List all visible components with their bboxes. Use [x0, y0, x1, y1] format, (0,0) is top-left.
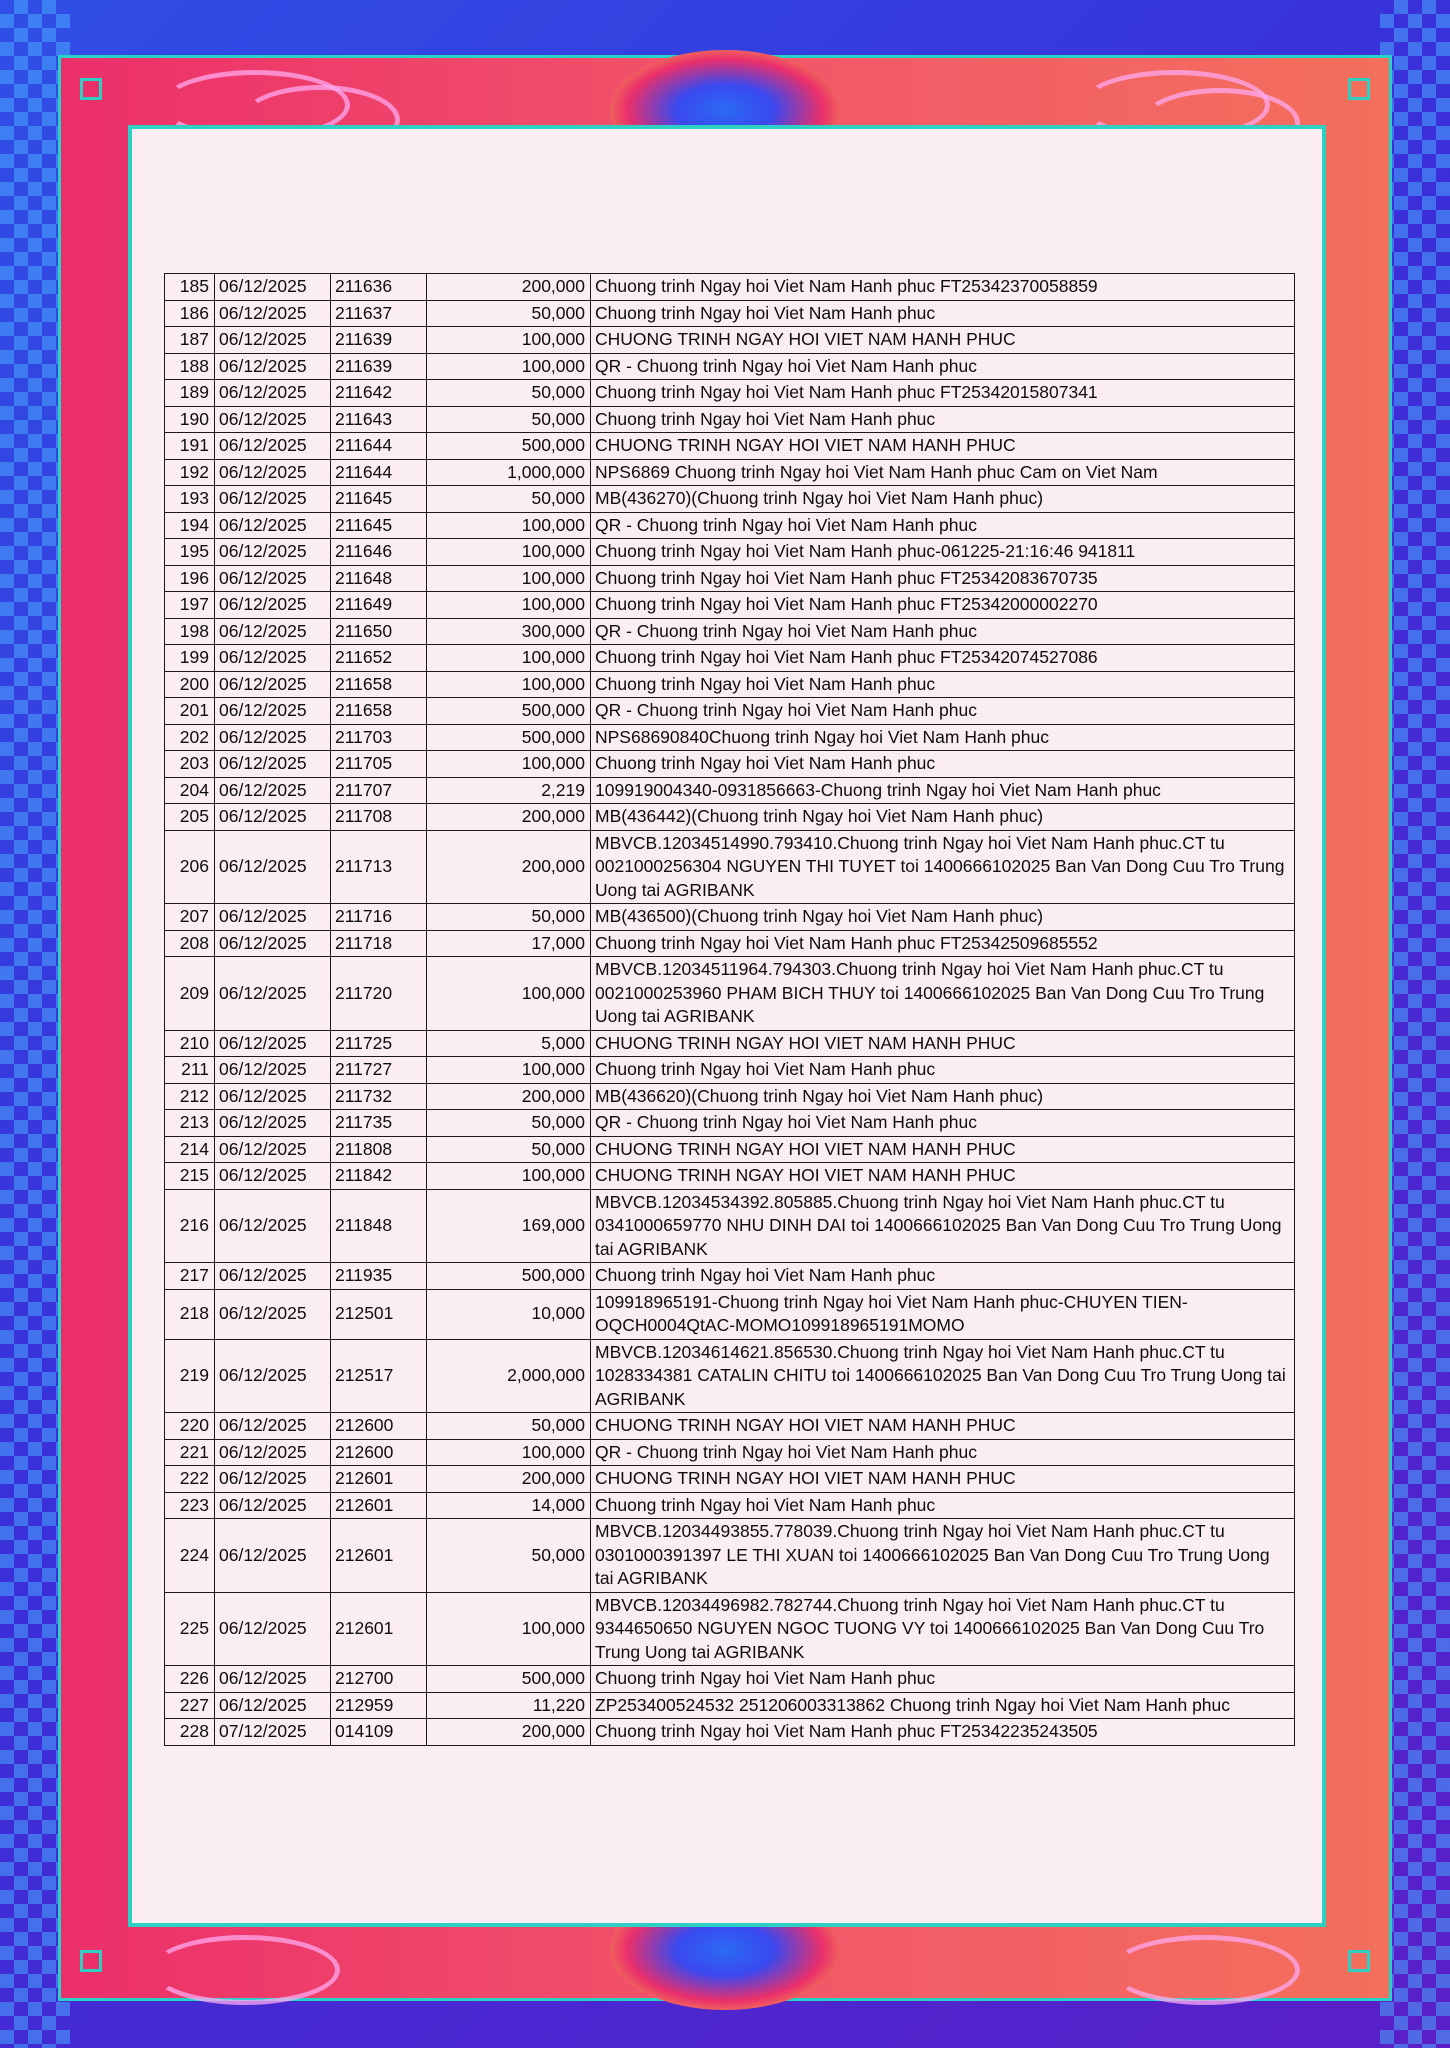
- transaction-code-cell: 212601: [331, 1592, 427, 1666]
- row-number-cell: 196: [165, 565, 215, 592]
- row-number-cell: 212: [165, 1083, 215, 1110]
- transaction-code-cell: 211644: [331, 433, 427, 460]
- table-row: [165, 327, 1295, 354]
- amount-cell: 50,000: [427, 1413, 591, 1440]
- transaction-code-cell: 211708: [331, 804, 427, 831]
- transaction-code-cell: 211649: [331, 592, 427, 619]
- row-number-cell: 209: [165, 957, 215, 1031]
- transaction-code-cell: 212601: [331, 1519, 427, 1593]
- row-number-cell: 190: [165, 406, 215, 433]
- description-cell: Chuong trinh Ngay hoi Viet Nam Hanh phuc: [591, 671, 1295, 698]
- date-cell: 06/12/2025: [215, 1666, 331, 1693]
- swirl-ornament: [1110, 1935, 1300, 2005]
- description-cell: MBVCB.12034534392.805885.Chuong trinh Ngay hoi Viet Nam Hanh phuc.CT tu 0341000659770 NHU DINH DAI toi 1400666102025 Ban Van Dong Cuu Tro Trung Uong tai AGRIBANK: [591, 1189, 1295, 1263]
- amount-cell: 500,000: [427, 1263, 591, 1290]
- row-number-cell: 202: [165, 724, 215, 751]
- transaction-code-cell: 211644: [331, 459, 427, 486]
- amount-cell: 17,000: [427, 930, 591, 957]
- description-cell: QR - Chuong trinh Ngay hoi Viet Nam Hanh phuc: [591, 512, 1295, 539]
- row-number-cell: 200: [165, 671, 215, 698]
- transaction-code-cell: 212501: [331, 1289, 427, 1339]
- date-cell: 06/12/2025: [215, 645, 331, 672]
- description-cell: Chuong trinh Ngay hoi Viet Nam Hanh phuc FT25342074527086: [591, 645, 1295, 672]
- amount-cell: 10,000: [427, 1289, 591, 1339]
- amount-cell: 200,000: [427, 1083, 591, 1110]
- transaction-code-cell: 211842: [331, 1163, 427, 1190]
- description-cell: MBVCB.12034493855.778039.Chuong trinh Ngay hoi Viet Nam Hanh phuc.CT tu 0301000391397 LE THI XUAN toi 1400666102025 Ban Van Dong Cuu Tro Trung Uong tai AGRIBANK: [591, 1519, 1295, 1593]
- description-cell: CHUONG TRINH NGAY HOI VIET NAM HANH PHUC: [591, 1136, 1295, 1163]
- amount-cell: 100,000: [427, 539, 591, 566]
- amount-cell: 1,000,000: [427, 459, 591, 486]
- description-cell: MB(436270)(Chuong trinh Ngay hoi Viet Nam Hanh phuc): [591, 486, 1295, 513]
- description-cell: Chuong trinh Ngay hoi Viet Nam Hanh phuc FT25342083670735: [591, 565, 1295, 592]
- table-row: [165, 565, 1295, 592]
- amount-cell: 100,000: [427, 957, 591, 1031]
- description-cell: QR - Chuong trinh Ngay hoi Viet Nam Hanh phuc: [591, 618, 1295, 645]
- description-cell: Chuong trinh Ngay hoi Viet Nam Hanh phuc: [591, 1263, 1295, 1290]
- table-row: [165, 406, 1295, 433]
- amount-cell: 100,000: [427, 1163, 591, 1190]
- row-number-cell: 215: [165, 1163, 215, 1190]
- row-number-cell: 195: [165, 539, 215, 566]
- amount-cell: 100,000: [427, 353, 591, 380]
- date-cell: 06/12/2025: [215, 904, 331, 931]
- row-number-cell: 222: [165, 1466, 215, 1493]
- transaction-code-cell: 211650: [331, 618, 427, 645]
- transaction-code-cell: 211808: [331, 1136, 427, 1163]
- swirl-ornament: [150, 1935, 340, 2005]
- date-cell: 06/12/2025: [215, 1592, 331, 1666]
- description-cell: CHUONG TRINH NGAY HOI VIET NAM HANH PHUC: [591, 433, 1295, 460]
- table-row: [165, 1439, 1295, 1466]
- amount-cell: 100,000: [427, 1592, 591, 1666]
- table-row: [165, 1136, 1295, 1163]
- transaction-code-cell: 211639: [331, 327, 427, 354]
- row-number-cell: 217: [165, 1263, 215, 1290]
- amount-cell: 50,000: [427, 486, 591, 513]
- table-row: [165, 274, 1295, 301]
- date-cell: 06/12/2025: [215, 618, 331, 645]
- table-row: [165, 1263, 1295, 1290]
- date-cell: 06/12/2025: [215, 459, 331, 486]
- transaction-code-cell: 211703: [331, 724, 427, 751]
- transaction-code-cell: 211848: [331, 1189, 427, 1263]
- date-cell: 06/12/2025: [215, 957, 331, 1031]
- amount-cell: 169,000: [427, 1189, 591, 1263]
- table-row: [165, 300, 1295, 327]
- description-cell: MBVCB.12034514990.793410.Chuong trinh Ngay hoi Viet Nam Hanh phuc.CT tu 0021000256304 NGUYEN THI TUYET toi 1400666102025 Ban Van Dong Cuu Tro Trung Uong tai AGRIBANK: [591, 830, 1295, 904]
- transaction-code-cell: 211645: [331, 486, 427, 513]
- description-cell: QR - Chuong trinh Ngay hoi Viet Nam Hanh phuc: [591, 353, 1295, 380]
- description-cell: CHUONG TRINH NGAY HOI VIET NAM HANH PHUC: [591, 1163, 1295, 1190]
- corner-ornament: [80, 78, 102, 100]
- description-cell: MB(436500)(Chuong trinh Ngay hoi Viet Nam Hanh phuc): [591, 904, 1295, 931]
- date-cell: 06/12/2025: [215, 327, 331, 354]
- table-row: [165, 1189, 1295, 1263]
- table-row: [165, 1719, 1295, 1746]
- description-cell: CHUONG TRINH NGAY HOI VIET NAM HANH PHUC: [591, 1030, 1295, 1057]
- table-row: [165, 645, 1295, 672]
- transaction-code-cell: 211718: [331, 930, 427, 957]
- corner-ornament: [1348, 78, 1370, 100]
- date-cell: 06/12/2025: [215, 1083, 331, 1110]
- table-row: [165, 751, 1295, 778]
- table-row: [165, 957, 1295, 1031]
- table-row: [165, 1289, 1295, 1339]
- table-row: [165, 1666, 1295, 1693]
- description-cell: Chuong trinh Ngay hoi Viet Nam Hanh phuc FT25342370058859: [591, 274, 1295, 301]
- description-cell: 109919004340-0931856663-Chuong trinh Ngay hoi Viet Nam Hanh phuc: [591, 777, 1295, 804]
- amount-cell: 100,000: [427, 512, 591, 539]
- amount-cell: 500,000: [427, 698, 591, 725]
- transaction-code-cell: 211658: [331, 698, 427, 725]
- row-number-cell: 220: [165, 1413, 215, 1440]
- row-number-cell: 193: [165, 486, 215, 513]
- table-row: [165, 930, 1295, 957]
- table-row: [165, 830, 1295, 904]
- date-cell: 06/12/2025: [215, 486, 331, 513]
- transaction-code-cell: 211720: [331, 957, 427, 1031]
- amount-cell: 50,000: [427, 1519, 591, 1593]
- row-number-cell: 210: [165, 1030, 215, 1057]
- date-cell: 06/12/2025: [215, 1110, 331, 1137]
- table-row: [165, 486, 1295, 513]
- description-cell: Chuong trinh Ngay hoi Viet Nam Hanh phuc: [591, 1057, 1295, 1084]
- table-row: [165, 353, 1295, 380]
- table-row: [165, 1030, 1295, 1057]
- table-row: [165, 433, 1295, 460]
- date-cell: 06/12/2025: [215, 274, 331, 301]
- transaction-code-cell: 211645: [331, 512, 427, 539]
- transaction-code-cell: 212517: [331, 1339, 427, 1413]
- amount-cell: 2,219: [427, 777, 591, 804]
- row-number-cell: 219: [165, 1339, 215, 1413]
- row-number-cell: 189: [165, 380, 215, 407]
- table-row: [165, 1163, 1295, 1190]
- date-cell: 06/12/2025: [215, 1289, 331, 1339]
- description-cell: MBVCB.12034614621.856530.Chuong trinh Ngay hoi Viet Nam Hanh phuc.CT tu 1028334381 CATALIN CHITU toi 1400666102025 Ban Van Dong Cuu Tro Trung Uong tai AGRIBANK: [591, 1339, 1295, 1413]
- description-cell: MBVCB.12034496982.782744.Chuong trinh Ngay hoi Viet Nam Hanh phuc.CT tu 9344650650 NGUYEN NGOC TUONG VY toi 1400666102025 Ban Van Dong Cuu Tro Trung Uong tai AGRIBANK: [591, 1592, 1295, 1666]
- amount-cell: 50,000: [427, 380, 591, 407]
- transaction-code-cell: 212959: [331, 1692, 427, 1719]
- date-cell: 06/12/2025: [215, 1263, 331, 1290]
- date-cell: 06/12/2025: [215, 380, 331, 407]
- amount-cell: 100,000: [427, 327, 591, 354]
- row-number-cell: 216: [165, 1189, 215, 1263]
- description-cell: Chuong trinh Ngay hoi Viet Nam Hanh phuc: [591, 1492, 1295, 1519]
- description-cell: NPS6869 Chuong trinh Ngay hoi Viet Nam Hanh phuc Cam on Viet Nam: [591, 459, 1295, 486]
- description-cell: NPS68690840Chuong trinh Ngay hoi Viet Nam Hanh phuc: [591, 724, 1295, 751]
- amount-cell: 50,000: [427, 300, 591, 327]
- description-cell: MB(436620)(Chuong trinh Ngay hoi Viet Nam Hanh phuc): [591, 1083, 1295, 1110]
- row-number-cell: 203: [165, 751, 215, 778]
- row-number-cell: 186: [165, 300, 215, 327]
- amount-cell: 500,000: [427, 724, 591, 751]
- amount-cell: 100,000: [427, 645, 591, 672]
- row-number-cell: 228: [165, 1719, 215, 1746]
- row-number-cell: 191: [165, 433, 215, 460]
- description-cell: Chuong trinh Ngay hoi Viet Nam Hanh phuc FT25342015807341: [591, 380, 1295, 407]
- transaction-code-cell: 211705: [331, 751, 427, 778]
- donation-table-container: [164, 273, 1294, 1746]
- transaction-code-cell: 211639: [331, 353, 427, 380]
- description-cell: Chuong trinh Ngay hoi Viet Nam Hanh phuc FT25342509685552: [591, 930, 1295, 957]
- row-number-cell: 185: [165, 274, 215, 301]
- table-row: [165, 459, 1295, 486]
- row-number-cell: 199: [165, 645, 215, 672]
- date-cell: 06/12/2025: [215, 724, 331, 751]
- transaction-code-cell: 212601: [331, 1492, 427, 1519]
- table-row: [165, 904, 1295, 931]
- transaction-code-cell: 211648: [331, 565, 427, 592]
- row-number-cell: 214: [165, 1136, 215, 1163]
- amount-cell: 300,000: [427, 618, 591, 645]
- description-cell: ZP253400524532 251206003313862 Chuong trinh Ngay hoi Viet Nam Hanh phuc: [591, 1692, 1295, 1719]
- table-row: [165, 1413, 1295, 1440]
- transaction-code-cell: 211713: [331, 830, 427, 904]
- table-row: [165, 1083, 1295, 1110]
- table-row: [165, 539, 1295, 566]
- description-cell: Chuong trinh Ngay hoi Viet Nam Hanh phuc: [591, 300, 1295, 327]
- date-cell: 06/12/2025: [215, 777, 331, 804]
- amount-cell: 200,000: [427, 1719, 591, 1746]
- date-cell: 06/12/2025: [215, 1163, 331, 1190]
- description-cell: 109918965191-Chuong trinh Ngay hoi Viet Nam Hanh phuc-CHUYEN TIEN-OQCH0004QtAC-MOMO109918965191MOMO: [591, 1289, 1295, 1339]
- row-number-cell: 221: [165, 1439, 215, 1466]
- date-cell: 06/12/2025: [215, 1413, 331, 1440]
- row-number-cell: 218: [165, 1289, 215, 1339]
- row-number-cell: 204: [165, 777, 215, 804]
- amount-cell: 50,000: [427, 1136, 591, 1163]
- description-cell: CHUONG TRINH NGAY HOI VIET NAM HANH PHUC: [591, 1413, 1295, 1440]
- date-cell: 06/12/2025: [215, 433, 331, 460]
- table-row: [165, 380, 1295, 407]
- date-cell: 06/12/2025: [215, 512, 331, 539]
- description-cell: Chuong trinh Ngay hoi Viet Nam Hanh phuc FT25342235243505: [591, 1719, 1295, 1746]
- amount-cell: 11,220: [427, 1692, 591, 1719]
- date-cell: 06/12/2025: [215, 1339, 331, 1413]
- row-number-cell: 223: [165, 1492, 215, 1519]
- description-cell: CHUONG TRINH NGAY HOI VIET NAM HANH PHUC: [591, 327, 1295, 354]
- description-cell: Chuong trinh Ngay hoi Viet Nam Hanh phuc: [591, 1666, 1295, 1693]
- table-row: [165, 804, 1295, 831]
- date-cell: 06/12/2025: [215, 1057, 331, 1084]
- amount-cell: 100,000: [427, 671, 591, 698]
- date-cell: 06/12/2025: [215, 1189, 331, 1263]
- corner-ornament: [80, 1950, 102, 1972]
- date-cell: 06/12/2025: [215, 1692, 331, 1719]
- amount-cell: 100,000: [427, 1057, 591, 1084]
- table-row: [165, 724, 1295, 751]
- amount-cell: 50,000: [427, 1110, 591, 1137]
- transaction-code-cell: 211935: [331, 1263, 427, 1290]
- description-cell: MBVCB.12034511964.794303.Chuong trinh Ngay hoi Viet Nam Hanh phuc.CT tu 0021000253960 PHAM BICH THUY toi 1400666102025 Ban Van Dong Cuu Tro Trung Uong tai AGRIBANK: [591, 957, 1295, 1031]
- amount-cell: 100,000: [427, 751, 591, 778]
- row-number-cell: 225: [165, 1592, 215, 1666]
- description-cell: Chuong trinh Ngay hoi Viet Nam Hanh phuc: [591, 406, 1295, 433]
- amount-cell: 50,000: [427, 904, 591, 931]
- description-cell: MB(436442)(Chuong trinh Ngay hoi Viet Nam Hanh phuc): [591, 804, 1295, 831]
- date-cell: 06/12/2025: [215, 698, 331, 725]
- corner-ornament: [1348, 1950, 1370, 1972]
- amount-cell: 200,000: [427, 274, 591, 301]
- row-number-cell: 224: [165, 1519, 215, 1593]
- table-row: [165, 1492, 1295, 1519]
- transaction-code-cell: 211637: [331, 300, 427, 327]
- row-number-cell: 205: [165, 804, 215, 831]
- transaction-code-cell: 211716: [331, 904, 427, 931]
- table-row: [165, 777, 1295, 804]
- transaction-code-cell: 212600: [331, 1413, 427, 1440]
- table-row: [165, 1339, 1295, 1413]
- transaction-code-cell: 211735: [331, 1110, 427, 1137]
- amount-cell: 200,000: [427, 830, 591, 904]
- description-cell: Chuong trinh Ngay hoi Viet Nam Hanh phuc FT25342000002270: [591, 592, 1295, 619]
- table-row: [165, 618, 1295, 645]
- row-number-cell: 207: [165, 904, 215, 931]
- transaction-code-cell: 211643: [331, 406, 427, 433]
- transaction-code-cell: 211652: [331, 645, 427, 672]
- date-cell: 06/12/2025: [215, 300, 331, 327]
- row-number-cell: 201: [165, 698, 215, 725]
- date-cell: 06/12/2025: [215, 1519, 331, 1593]
- date-cell: 07/12/2025: [215, 1719, 331, 1746]
- amount-cell: 5,000: [427, 1030, 591, 1057]
- table-row: [165, 1692, 1295, 1719]
- row-number-cell: 194: [165, 512, 215, 539]
- transaction-code-cell: 211727: [331, 1057, 427, 1084]
- table-row: [165, 671, 1295, 698]
- amount-cell: 500,000: [427, 433, 591, 460]
- transaction-code-cell: 212601: [331, 1466, 427, 1493]
- table-row: [165, 1110, 1295, 1137]
- date-cell: 06/12/2025: [215, 1136, 331, 1163]
- row-number-cell: 226: [165, 1666, 215, 1693]
- transaction-code-cell: 211732: [331, 1083, 427, 1110]
- table-row: [165, 698, 1295, 725]
- amount-cell: 200,000: [427, 804, 591, 831]
- donation-table-body: [165, 274, 1295, 1746]
- row-number-cell: 227: [165, 1692, 215, 1719]
- row-number-cell: 197: [165, 592, 215, 619]
- transaction-code-cell: 211642: [331, 380, 427, 407]
- amount-cell: 50,000: [427, 406, 591, 433]
- amount-cell: 100,000: [427, 565, 591, 592]
- amount-cell: 200,000: [427, 1466, 591, 1493]
- date-cell: 06/12/2025: [215, 565, 331, 592]
- amount-cell: 2,000,000: [427, 1339, 591, 1413]
- amount-cell: 500,000: [427, 1666, 591, 1693]
- table-row: [165, 592, 1295, 619]
- transaction-code-cell: 211658: [331, 671, 427, 698]
- table-row: [165, 1519, 1295, 1593]
- donation-table: [164, 273, 1295, 1746]
- date-cell: 06/12/2025: [215, 930, 331, 957]
- row-number-cell: 208: [165, 930, 215, 957]
- date-cell: 06/12/2025: [215, 1492, 331, 1519]
- amount-cell: 14,000: [427, 1492, 591, 1519]
- table-row: [165, 1592, 1295, 1666]
- transaction-code-cell: 211646: [331, 539, 427, 566]
- transaction-code-cell: 212600: [331, 1439, 427, 1466]
- transaction-code-cell: 212700: [331, 1666, 427, 1693]
- row-number-cell: 211: [165, 1057, 215, 1084]
- date-cell: 06/12/2025: [215, 539, 331, 566]
- transaction-code-cell: 014109: [331, 1719, 427, 1746]
- description-cell: Chuong trinh Ngay hoi Viet Nam Hanh phuc: [591, 751, 1295, 778]
- table-row: [165, 1466, 1295, 1493]
- date-cell: 06/12/2025: [215, 671, 331, 698]
- row-number-cell: 188: [165, 353, 215, 380]
- row-number-cell: 198: [165, 618, 215, 645]
- date-cell: 06/12/2025: [215, 751, 331, 778]
- description-cell: QR - Chuong trinh Ngay hoi Viet Nam Hanh phuc: [591, 1110, 1295, 1137]
- date-cell: 06/12/2025: [215, 406, 331, 433]
- description-cell: QR - Chuong trinh Ngay hoi Viet Nam Hanh phuc: [591, 1439, 1295, 1466]
- transaction-code-cell: 211725: [331, 1030, 427, 1057]
- date-cell: 06/12/2025: [215, 353, 331, 380]
- amount-cell: 100,000: [427, 592, 591, 619]
- table-row: [165, 1057, 1295, 1084]
- date-cell: 06/12/2025: [215, 830, 331, 904]
- table-row: [165, 512, 1295, 539]
- row-number-cell: 192: [165, 459, 215, 486]
- date-cell: 06/12/2025: [215, 592, 331, 619]
- amount-cell: 100,000: [427, 1439, 591, 1466]
- transaction-code-cell: 211636: [331, 274, 427, 301]
- date-cell: 06/12/2025: [215, 1030, 331, 1057]
- transaction-code-cell: 211707: [331, 777, 427, 804]
- date-cell: 06/12/2025: [215, 1439, 331, 1466]
- description-cell: Chuong trinh Ngay hoi Viet Nam Hanh phuc-061225-21:16:46 941811: [591, 539, 1295, 566]
- date-cell: 06/12/2025: [215, 804, 331, 831]
- date-cell: 06/12/2025: [215, 1466, 331, 1493]
- description-cell: CHUONG TRINH NGAY HOI VIET NAM HANH PHUC: [591, 1466, 1295, 1493]
- row-number-cell: 206: [165, 830, 215, 904]
- description-cell: QR - Chuong trinh Ngay hoi Viet Nam Hanh phuc: [591, 698, 1295, 725]
- row-number-cell: 213: [165, 1110, 215, 1137]
- row-number-cell: 187: [165, 327, 215, 354]
